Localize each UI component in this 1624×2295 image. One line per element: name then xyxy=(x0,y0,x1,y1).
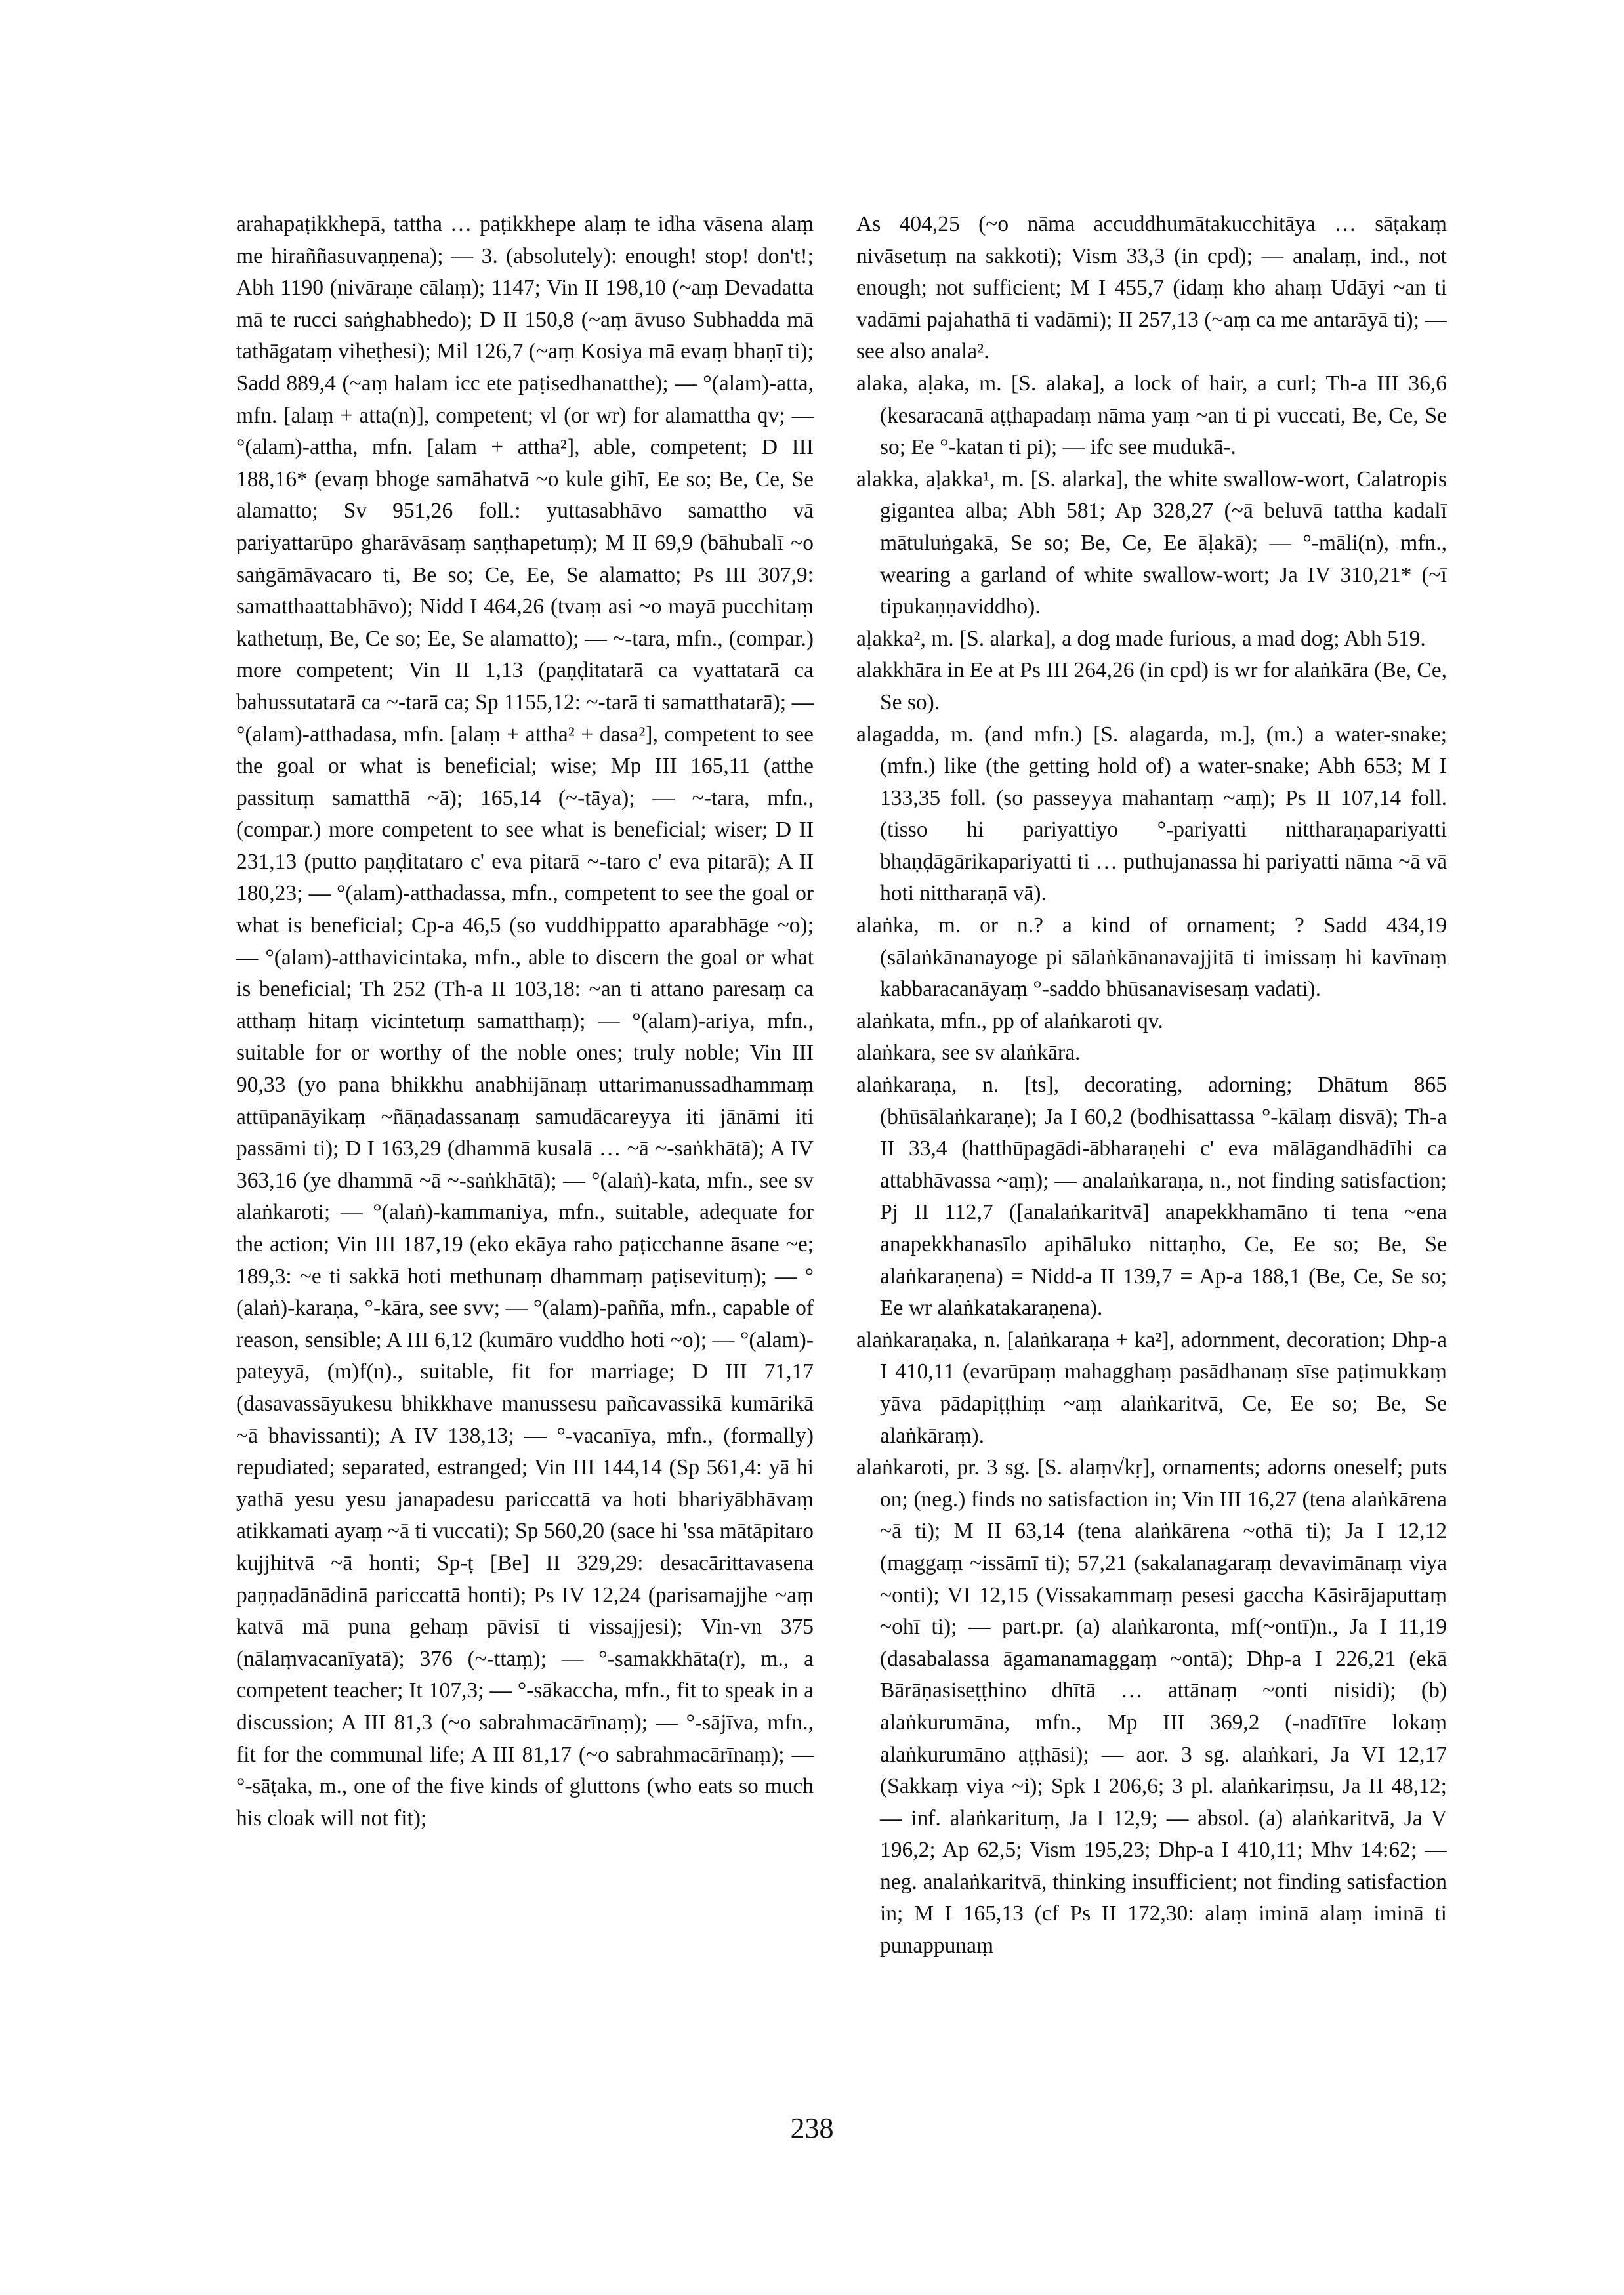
entry-alakka: alakka, aḷakka¹, m. [S. alarka], the white swallow-wort, Calatropis gigantea alba; Abh 581; Ap 328,27 (~ā beluvā tattha kadalī mātuluṅgakā, Se so; Be, Ce, Ee āḷakā); — °-māli(n), mfn., wearing a garland of white swallow-wort; Ja IV 310,21* (~ī tipukaṇṇaviddho). xyxy=(856,466,1447,619)
left-column xyxy=(236,209,814,1834)
entry-continuation: As 404,25 (~o nāma accuddhumātakucchitāya … sāṭakaṃ nivāsetuṃ na sakkoti); Vism 33,3 (in cpd); — analaṃ, ind., not enough; not sufficient; M I 455,7 (idaṃ kho ahaṃ Udāyi ~an ti vadāmi pajahathā ti vadāmi); II 257,13 (~aṃ ca me antarāyā ti); — see also anala². xyxy=(856,212,1447,364)
page-number: 238 xyxy=(790,2112,834,2144)
entry-alagadda: alagadda, m. (and mfn.) [S. alagarda, m.], (m.) a water-snake; (mfn.) like (the getting hold of) a water-snake; Abh 653; M I 133,35 foll. (so passeyya mahantaṃ ~aṃ); Ps II 107,14 foll. (tisso hi pariyattiyo °-pariyatti nittharaṇapariyatti bhaṇḍāgārikapariyatti ti … puthujanassa hi pariyatti nāma ~ā vā hoti nittharaṇā vā). xyxy=(856,722,1447,906)
entry-continuation: arahapaṭikkhepā, tattha … paṭikkhepe alaṃ te idha vāsena alaṃ me hiraññasuvaṇṇena); — 3. (absolutely): enough! stop! don't!; Abh 1190 (nivāraṇe cālaṃ); 1147; Vin II 198,10 (~aṃ Devadatta mā te rucci saṅghabhedo); D II 150,8 (~aṃ āvuso Subhadda mā tathāgataṃ viheṭhesi); Mil 126,7 (~aṃ Kosiya mā evaṃ bhaṇī ti); Sadd 889,4 (~aṃ halam icc ete paṭisedhanatthe); — °(alam)-atta, mfn. [alaṃ + atta(n)], competent; vl (or wr) for alamattha qv; — °(alam)-attha, mfn. [alam + attha²], able, competent; D III 188,16* (evaṃ bhoge samāhatvā ~o kule gihī, Ee so; Be, Ce, Se alamatto; Sv 951,26 foll.: yuttasabhāvo samattho vā pariyattarūpo gharāvāsaṃ saṇṭhapetuṃ); M II 69,9 (bāhubalī ~o saṅgāmāvacaro ti, Be so; Ce, Ee, Se alamatto; Ps III 307,9: samatthaattabhāvo); Nidd I 464,26 (tvaṃ asi ~o mayā pucchitaṃ kathetuṃ, Be, Ce so; Ee, Se alamatto); — ~-tara, mfn., (compar.) more competent; Vin II 1,13 (paṇḍitatarā ca vyattatarā ca bahussutatarā ca ~-tarā ca; Sp 1155,12: ~-tarā ti samatthatarā); — °(alam)-atthadasa, mfn. [alaṃ + attha² + dasa²], competent to see the goal or what is beneficial; wise; Mp III 165,11 (atthe passituṃ samatthā ~ā); 165,14 (~-tāya); — ~-tara, mfn., (compar.) more competent to see what is beneficial; wiser; D II 231,13 (putto paṇḍitataro c' eva pitarā ~-taro c' eva pitarā); A II 180,23; — °(alam)-atthadassa, mfn., competent to see the goal or what is beneficial; Cp-a 46,5 (so vuddhippatto aparabhāge ~o); — °(alam)-atthavicintaka, mfn., able to discern the goal or what is beneficial; Th 252 (Th-a II 103,18: ~an ti attano paresaṃ ca atthaṃ hitaṃ vicintetuṃ samatthaṃ); — °(alam)-ariya, mfn., suitable for or worthy of the noble ones; truly noble; Vin III 90,33 (yo pana bhikkhu anabhijānaṃ uttarimanussadhammaṃ attūpanāyikaṃ ~ñāṇadassanaṃ samudācareyya iti jānāmi iti passāmi ti); D I 163,29 (dhammā kusalā … ~ā ~-saṅkhātā); A IV 363,16 (ye dhammā ~ā ~-saṅkhātā); — °(alaṅ)-kata, mfn., see sv alaṅkaroti; — °(alaṅ)-kammaniya, mfn., suitable, adequate for the action; Vin III 187,19 (eko ekāya raho paṭicchanne āsane ~e; 189,3: ~e ti sakkā hoti methunaṃ dhammaṃ paṭisevituṃ); — °(alaṅ)-karaṇa, °-kāra, see svv; — °(alam)-pañña, mfn., capable of reason, sensible; A III 6,12 (kumāro vuddho hoti ~o); — °(alam)-pateyyā, (m)f(n)., suitable, fit for marriage; D III 71,17 (dasavassāyukesu bhikkhave manussesu pañcavassikā kumārikā ~ā bhavissanti); A IV 138,13; — °-vacanīya, mfn., (formally) repudiated; separated, estranged; Vin III 144,14 (Sp 561,4: yā hi yathā yesu yesu janapadesu pariccattā va hoti bhariyābhāvaṃ atikkamati ayaṃ ~ā ti vuccati); Sp 560,20 (sace hi 'ssa mātāpitaro kujjhitvā ~ā honti; Sp-ṭ [Be] II 329,29: desacārittavasena paṇṇadānādinā pariccattā honti); Ps IV 12,24 (parisamajjhe ~aṃ katvā mā puna gehaṃ pāvisī ti vissajjesi); Vin-vn 375 (nālaṃvacanīyatā); 376 (~-ttaṃ); — °-samakkhāta(r), m., a competent teacher; It 107,3; — °-sākaccha, mfn., fit to speak in a discussion; A III 81,3 (~o sabrahmacārīnaṃ); — °-sājīva, mfn., fit for the communal life; A III 81,17 (~o sabrahmacārīnaṃ); — °-sāṭaka, m., one of the five kinds of gluttons (who eats so much his cloak will not fit); xyxy=(236,212,814,1830)
entry-alaka: alaka, aḷaka, m. [S. alaka], a lock of hair, a curl; Th-a III 36,6 (kesaracanā aṭṭhapadaṃ nāma yaṃ ~an ti pi vuccati, Be, Ce, Se so; Ee °-katan ti pi); — ifc see mudukā-. xyxy=(856,371,1447,460)
entry-alakka-2: aḷakka², m. [S. alarka], a dog made furious, a mad dog; Abh 519. xyxy=(856,626,1426,651)
entry-alanka: alaṅka, m. or n.? a kind of ornament; ? Sadd 434,19 (sālaṅkānanayoge pi sālaṅkānanavajjitā ti imissaṃ hi kavīnaṃ kabbaracanāyaṃ °-saddo bhūsanavisesaṃ vadati). xyxy=(856,913,1447,1002)
entry-alakkhara: alakkhāra in Ee at Ps III 264,26 (in cpd) is wr for alaṅkāra (Be, Ce, Se so). xyxy=(856,658,1447,714)
entry-alankaranaka: alaṅkaraṇaka, n. [alaṅkaraṇa + ka²], adornment, decoration; Dhp-a I 410,11 (evarūpaṃ mahagghaṃ pasādhanaṃ sīse paṭimukkaṃ yāva pādapiṭṭhiṃ ~aṃ alaṅkaritvā, Ce, Ee so; Be, Se alaṅkāraṃ). xyxy=(856,1327,1447,1448)
entry-alankaroti: alaṅkaroti, pr. 3 sg. [S. alaṃ√kṛ], ornaments; adorns oneself; puts on; (neg.) finds no satisfaction in; Vin III 16,27 (tena alaṅkārena ~ā ti); M II 63,14 (tena alaṅkārena ~othā ti); Ja I 12,12 (maggaṃ ~issāmī ti); 57,21 (sakalanagaraṃ devavimānaṃ viya ~onti); VI 12,15 (Vissakammaṃ pesesi gaccha Kāsirājaputtaṃ ~ohī ti); — part.pr. (a) alaṅkaronta, mf(~ontī)n., Ja I 11,19 (dasabalassa āgamanamaggaṃ ~ontā); Dhp-a I 226,21 (ekā Bārāṇasiseṭṭhino dhītā … attānaṃ ~onti nisidi); (b) alaṅkurumāna, mfn., Mp III 369,2 (-nadītīre lokaṃ alaṅkurumāno aṭṭhāsi); — aor. 3 sg. alaṅkari, Ja VI 12,17 (Sakkaṃ viya ~i); Spk I 206,6; 3 pl. alaṅkariṃsu, Ja II 48,12; — inf. alaṅkarituṃ, Ja I 12,9; — absol. (a) alaṅkaritvā, Ja V 196,2; Ap 62,5; Vism 195,23; Dhp-a I 410,11; Mhv 14:62; — neg. analaṅkaritvā, thinking insufficient; not finding satisfaction in; M I 165,13 (cf Ps II 172,30: alaṃ iminā alaṃ iminā ti punappunaṃ xyxy=(856,1455,1447,1958)
entry-alankarana: alaṅkaraṇa, n. [ts], decorating, adorning; Dhātum 865 (bhūsālaṅkaraṇe); Ja I 60,2 (bodhisattassa °-kālaṃ disvā); Th-a II 33,4 (hatthūpagādi-ābharaṇehi c' eva mālāgandhādīhi ca attabhāvassa ~aṃ); — analaṅkaraṇa, n., not finding satisfaction; Pj II 112,7 ([analaṅkaritvā] anapekkhamāno ti tena ~ena anapekkhanasīlo apihāluko nittaṇho, Ce, Ee so; Be, Se alaṅkaraṇena) = Nidd-a II 139,7 = Ap-a 188,1 (Be, Ce, Se so; Ee wr alaṅkatakaraṇena). xyxy=(856,1073,1447,1321)
entry-alankata: alaṅkata, mfn., pp of alaṅkaroti qv. xyxy=(856,1008,1163,1033)
entry-alankara: alaṅkara, see sv alaṅkāra. xyxy=(856,1041,1081,1065)
right-column xyxy=(856,209,1447,1962)
